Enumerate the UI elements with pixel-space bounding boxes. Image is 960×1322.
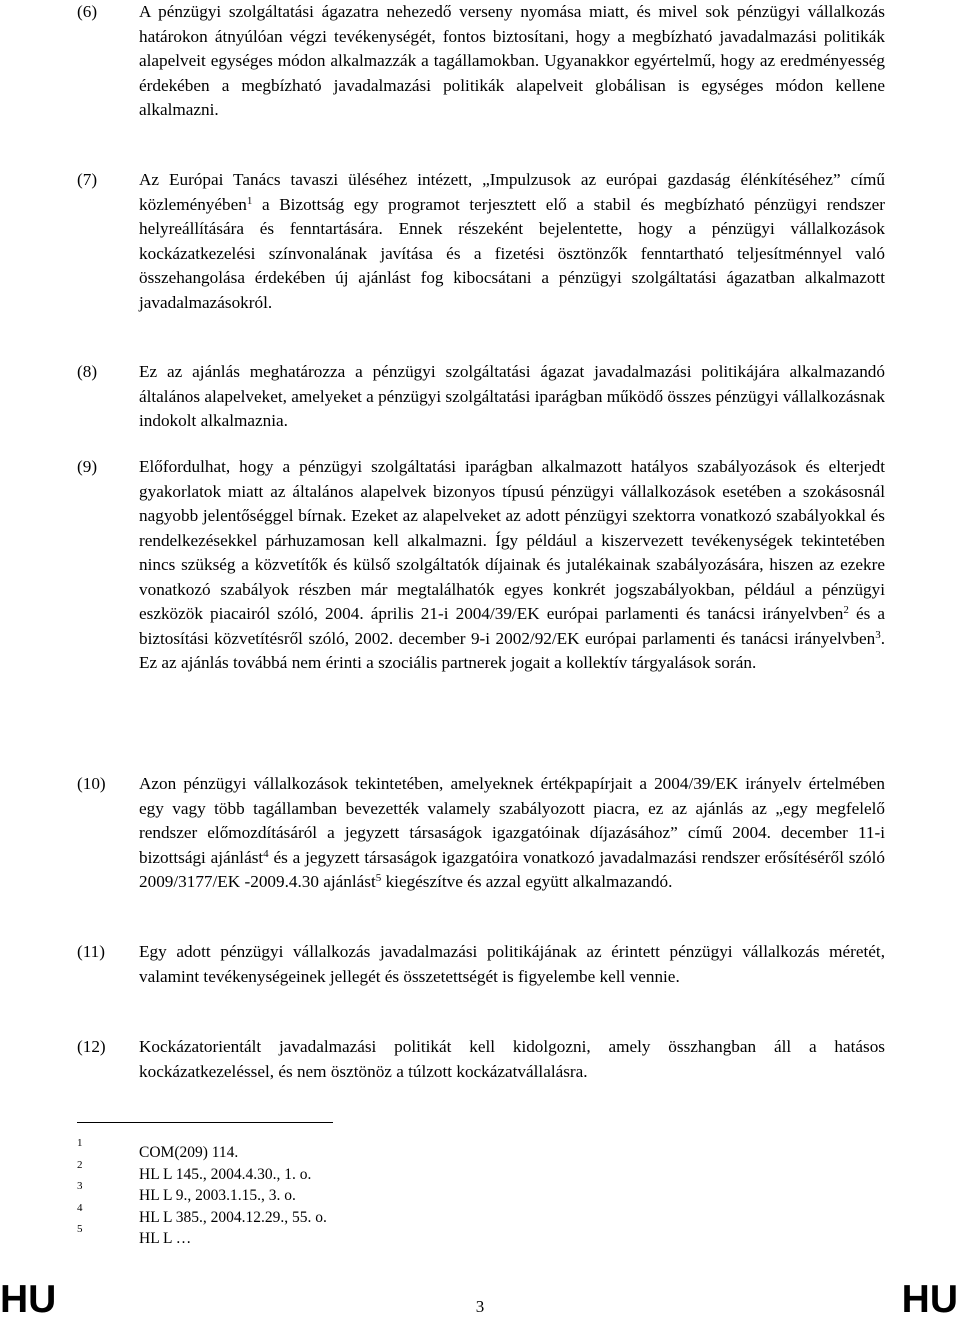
- footnote: [77, 1158, 677, 1186]
- footnotes: [77, 1137, 677, 1250]
- recital-number: (11): [77, 942, 105, 961]
- recital-11: [77, 940, 885, 989]
- footnote: [77, 1180, 677, 1207]
- recital-9: [77, 455, 885, 676]
- footnote-number: 5: [77, 1223, 83, 1235]
- footnote-number: 1: [77, 1137, 83, 1149]
- footer-language-right: HU: [901, 1278, 958, 1321]
- footnote: [77, 1201, 677, 1229]
- recital-text-part: Azon pénzügyi vállalkozások tekintetében, amelyeknek értékpapírjait a 2004/39/EK irányelv értelmében egy vagy több tagállamban bevezették valamely szabályozott piacra, ez az ajánlás az „egy megfelelő rendszer előmozdításáról a jegyzett társaságok igazgatóinak díjazásához” című 2004. december 11-i bizottsági ajánlást: [139, 774, 885, 867]
- recital-text-part: és a jegyzett társaságok igazgatóira vonatkozó javadalmazási rendszer erősítéséről szóló 2009/3177/EK -2009.4.30 ajánlást: [139, 847, 885, 891]
- footnote-number: 4: [77, 1201, 83, 1214]
- recital-text: [139, 455, 885, 676]
- recital-10: [77, 772, 885, 895]
- recital-text: [139, 0, 885, 123]
- recital-text-part: Előfordulhat, hogy a pénzügyi szolgáltatási iparágban alkalmazott hatályos szabályozások és elterjedt gyakorlatok miatt az általános alapelvek bizonyos típusú pénzügyi vállalkozások esetében a szokásosnál nagyobb jelentőséggel bírnak. Ezeket az alapelveket az adott pénzügyi szektorra vonatkozó szabályokkal és rendelkezésekkel párhuzamosan kell alkalmazni. Így például a kiszervezett tevékenységek tekintetében nincs szükség a közvetítők és külső szolgáltatók díjainak és jutalékainak szabályozására, hiszen az ezekre vonatkozó szabályok részben már megtalálhatók egyes konkrét jogszabályokban, például a pénzügyi eszközök piacairól szóló, 2004. április 21-i 2004/39/EK európai parlamenti és tanácsi irányelvben: [139, 457, 885, 623]
- page-number: 3: [475, 1297, 485, 1316]
- footnote-text: HL L 385., 2004.12.29., 55. o.: [139, 1208, 327, 1226]
- footnote: [77, 1137, 677, 1164]
- footnote-divider: [77, 1122, 333, 1123]
- footnote-text: HL L 9., 2003.1.15., 3. o.: [139, 1187, 296, 1204]
- recital-text: [139, 940, 885, 989]
- recital-number: (10): [77, 774, 106, 793]
- recital-text: [139, 168, 885, 315]
- recital-text-part: Egy adott pénzügyi vállalkozás javadalmazási politikájának az érintett pénzügyi vállalkozás méretét, valamint tevékenységeinek jellegét és összetettségét is figyelembe kell vennie.: [139, 942, 885, 986]
- footnote-reference[interactable]: 4: [263, 847, 269, 860]
- footnote-text: COM(209) 114.: [139, 1144, 239, 1161]
- recital-6: [77, 0, 885, 123]
- recital-7: [77, 168, 885, 315]
- recital-text-part: kiegészítve és azzal együtt alkalmazandó.: [385, 872, 673, 891]
- footer-language-left: HU: [0, 1278, 57, 1321]
- footnote-text: HL L …: [139, 1230, 192, 1247]
- footnote-number: 2: [77, 1158, 83, 1171]
- recital-12: [77, 1035, 885, 1084]
- footnote-reference[interactable]: 5: [375, 872, 382, 884]
- recital-text-part: Az Európai Tanács tavaszi üléséhez intézett, „Impulzusok az európai gazdaság élénkítéséhez” című közleményében: [139, 170, 885, 214]
- recital-number: (7): [77, 170, 98, 189]
- recital-text-part: a Bizottság egy programot terjesztett elő a stabil és megbízható pénzügyi rendszer helyreállítására és fenntartására. Ennek részeként bejelentette, hogy a pénzügyi vállalkozások kockázatkezelési színvonalának javítása és a fizetési ösztönzők fenntartható teljesítménnyel való összehangolása érdekében új ajánlást fog kibocsátani a pénzügyi szolgáltatási ágazatban alkalmazott javadalmazásokról.: [139, 194, 885, 312]
- recital-number: (8): [77, 362, 98, 381]
- recital-text-part: Kockázatorientált javadalmazási politikát kell kidolgozni, amely összhangban áll a hatásos kockázatkezeléssel, és nem ösztönöz a túlzott kockázatvállalásra.: [139, 1037, 885, 1081]
- footnote-reference[interactable]: 3: [875, 628, 881, 641]
- footnote-reference[interactable]: 2: [843, 604, 849, 616]
- recital-text: [139, 772, 885, 895]
- recital-text-part: Ez az ajánlás meghatározza a pénzügyi szolgáltatási ágazat javadalmazási politikájára alkalmazandó általános alapelveket, amelyeket a pénzügyi szolgáltatási iparágban működő összes pénzügyi vállalkozásnak indokolt alkalmaznia.: [139, 362, 885, 430]
- recital-text: [139, 360, 885, 434]
- footnote-reference[interactable]: 1: [246, 194, 253, 207]
- recital-8: [77, 360, 885, 434]
- recital-text-part: . Ez az ajánlás továbbá nem érinti a szociális partnerek jogait a kollektív tárgyalások során.: [139, 628, 885, 672]
- footnote-text: HL L 145., 2004.4.30., 1. o.: [139, 1165, 312, 1183]
- recital-number: (9): [77, 457, 98, 476]
- footnote: [77, 1223, 677, 1250]
- recital-text-part: és a biztosítási közvetítésről szóló, 2002. december 9-i 2002/92/EK európai parlamenti és tanácsi irányelvben: [139, 604, 886, 648]
- recital-number: (6): [77, 2, 98, 21]
- recital-text: [139, 1035, 885, 1084]
- footnote-number: 3: [77, 1180, 83, 1192]
- recital-number: (12): [77, 1037, 106, 1056]
- recital-text-part: A pénzügyi szolgáltatási ágazatra nehezedő verseny nyomása miatt, és mivel sok pénzügyi vállalkozás határokon átnyúlóan végzi tevékenységét, fontos biztosítani, hogy a megbízható javadalmazási politikák alapelveit egységes módon alkalmazzák a tagállamokban. Ugyanakkor egyértelmű, hogy az eredményesség érdekében a megbízható javadalmazási politikák alapelveit globálisan is egységes módon kellene alkalmazni.: [139, 2, 885, 119]
